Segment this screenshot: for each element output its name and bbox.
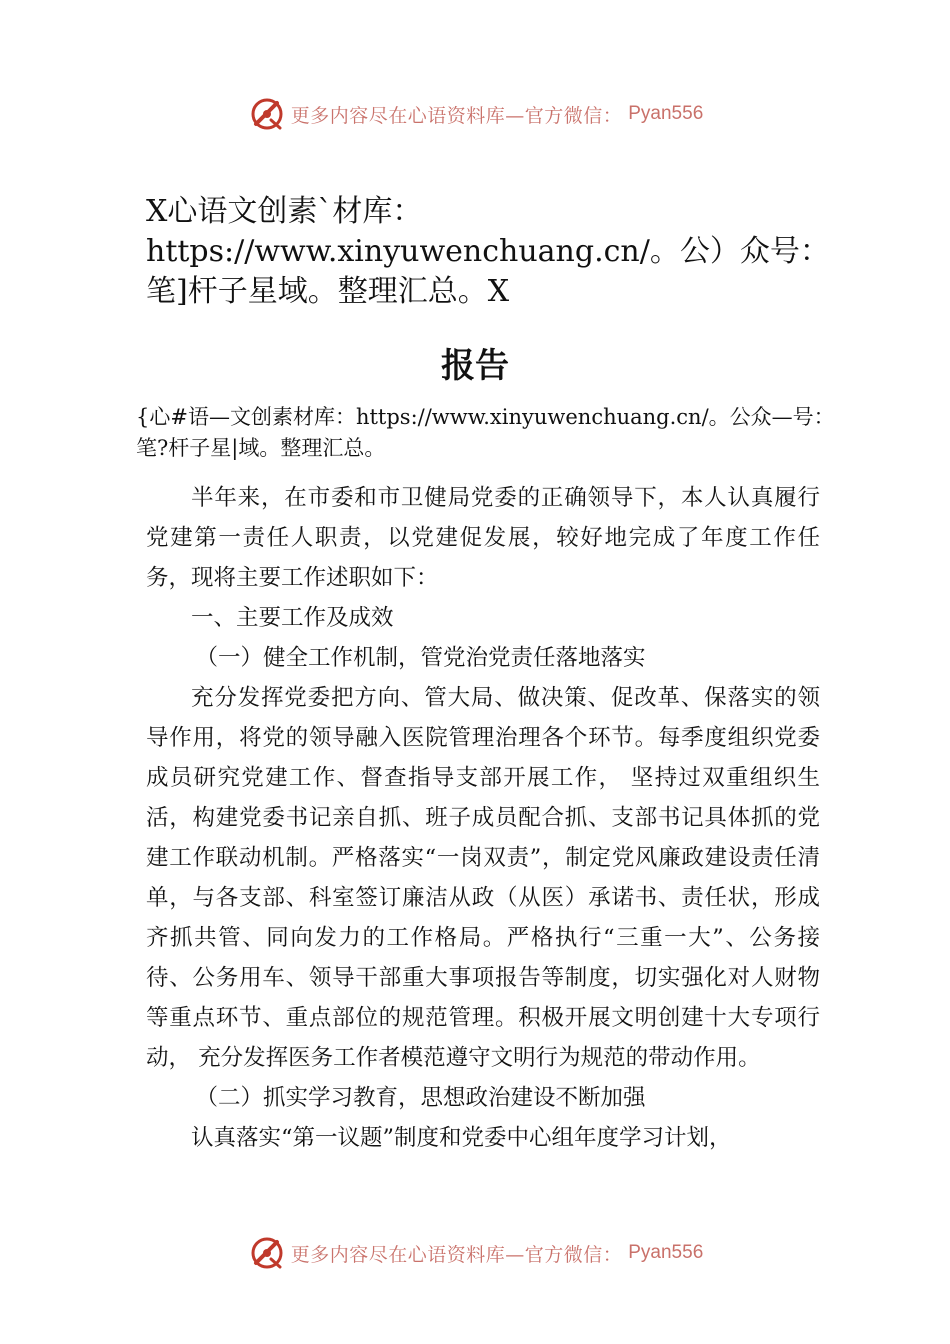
footer-banner <box>0 1233 950 1273</box>
banner-text: 更多内容尽在心语资料库—官方微信： <box>290 104 623 127</box>
section-heading: 一、主要工作及成效 <box>191 605 394 631</box>
subsection-heading: （一）健全工作机制，管党治党责任落地落实 <box>195 645 646 671</box>
watermark-text: X心语文创素`材库：https://www.xinyuwenchuang.cn/。公）众号：笔]杆子星域。整理汇总。X <box>146 194 830 309</box>
brand-logo-icon <box>247 94 287 134</box>
paragraph-body: 充分发挥党委把方向、管大局、做决策、促改革、保落实的领导作用，将党的领导融入医院管理治理各个环节。每季度组织党委成员研究党建工作、督查指导支部开展工作， 坚持过双重组织生活，构建党委书记亲自抓、班子成员配合抓、支部书记具体抓的党建工作联动机制。严格落实“一岗双责”，制定党风廉政建设责任清单，与各支部、科室签订廉洁从政（从医）承诺书、责任状，形成齐抓共管、同向发力的工作格局。严格执行“三重一大”、公务接待、公务用车、领导干部重大事项报告等制度，切实强化对人财物等重点环节、重点部位的规范管理。积极开展文明创建十大专项行动， 充分发挥医务工作者模范遵守文明行为规范的带动作用。 <box>146 685 820 1071</box>
page-title: 报告 <box>441 346 509 386</box>
subsection-heading: （二）抓实学习教育，思想政治建设不断加强 <box>195 1085 646 1111</box>
banner-text: 更多内容尽在心语资料库—官方微信： <box>290 1243 623 1266</box>
source-line: {心#语—文创素材库：https://www.xinyuwenchuang.cn/。公众—号：笔?杆子星|域。整理汇总。 <box>136 405 835 460</box>
brand-logo-icon <box>247 1233 287 1273</box>
banner-wechat-id: Pyan556 <box>628 1242 704 1263</box>
header-banner <box>0 94 950 134</box>
paragraph-intro: 半年来，在市委和市卫健局党委的正确领导下，本人认真履行党建第一责任人职责，以党建促发展，较好地完成了年度工作任务，现将主要工作述职如下： <box>146 485 820 591</box>
banner-wechat-id: Pyan556 <box>628 103 704 124</box>
paragraph-body: 认真落实“第一议题”制度和党委中心组年度学习计划， <box>191 1125 732 1151</box>
document-body <box>146 478 820 1158</box>
